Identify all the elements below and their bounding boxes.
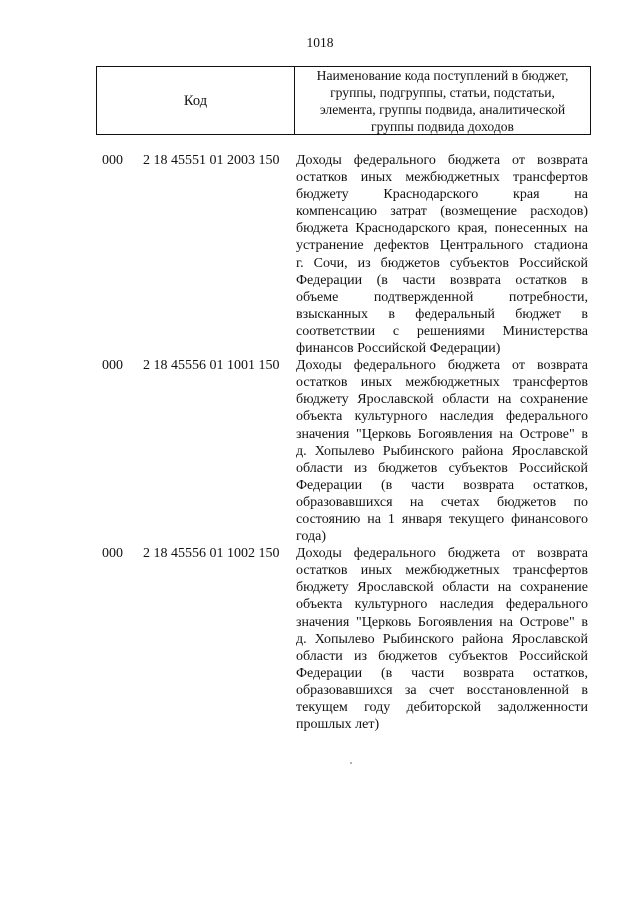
income-code: 2 18 45556 01 1002 150 <box>143 546 280 562</box>
description-line: остатков иных межбюджетных трансфертов <box>296 563 588 579</box>
description-line: д. Хопылево Рыбинского района Ярославской <box>296 443 588 459</box>
description-line: финансов Российской Федерации) <box>296 341 501 357</box>
header-name-line: группы, подгруппы, статьи, подстатьи, <box>330 84 555 100</box>
description-line: Федерации (в части возврата остатков, <box>296 665 588 681</box>
page-number: 1018 <box>306 35 334 50</box>
income-description <box>296 545 588 733</box>
header-name-line: элемента, группы подвида, аналитической <box>319 101 566 117</box>
description-line: текущем году дебиторской задолженности <box>296 700 588 715</box>
description-line: соответствии с решениями Министерства <box>296 323 588 339</box>
income-description <box>296 152 588 357</box>
description-line: объеме подтвержденной потребности, <box>296 289 588 305</box>
scan-speck <box>350 762 352 764</box>
description-line: взысканных в федеральный бюджет в <box>296 306 588 322</box>
description-line: Федерации (в части возврата остатков, <box>296 477 588 493</box>
description-line: компенсацию затрат (возмещение расходов) <box>296 204 588 220</box>
description-line: д. Хопылево Рыбинского района Ярославской <box>296 631 588 647</box>
admin-code: 000 <box>102 358 123 374</box>
description-line: Доходы федерального бюджета от возврата <box>296 546 588 562</box>
description-line: бюджета Краснодарского края, понесенных на <box>296 221 588 237</box>
header-name-cell <box>295 67 590 134</box>
description-line: года) <box>296 529 326 545</box>
header-name-line: группы подвида доходов <box>371 118 514 134</box>
description-line: состоянию на 1 января текущего финансового <box>296 511 588 527</box>
description-line: образовавшихся на счетах бюджетов по <box>296 494 588 510</box>
header-code-cell: Код <box>97 67 295 134</box>
description-line: образовавшихся за счет восстановленной в <box>296 682 588 698</box>
description-line: г. Сочи, из бюджетов субъектов Российской <box>296 255 588 271</box>
description-line: Доходы федерального бюджета от возврата <box>296 153 588 168</box>
description-line: остатков иных межбюджетных трансфертов <box>296 170 588 186</box>
admin-code: 000 <box>102 546 123 562</box>
description-line: значения "Церковь Богоявления на Острове" в <box>296 614 588 630</box>
description-line: бюджету Ярославской области на сохранение <box>296 392 588 408</box>
description-line: Доходы федерального бюджета от возврата <box>296 358 588 374</box>
table-row <box>0 152 640 357</box>
description-line: объекта культурного наследия федерального <box>296 597 588 613</box>
header-name-line: Наименование кода поступлений в бюджет, <box>316 67 569 83</box>
description-line: объекта культурного наследия федерального <box>296 409 588 425</box>
income-description <box>296 357 588 545</box>
description-line: устранение дефектов Центрального стадиона <box>296 238 588 254</box>
table-row <box>0 545 640 733</box>
income-code: 2 18 45556 01 1001 150 <box>143 358 280 374</box>
admin-code: 000 <box>102 153 123 168</box>
description-line: области из бюджетов субъектов Российской <box>296 648 588 664</box>
table-row <box>0 357 640 545</box>
description-line: бюджету Краснодарского края на <box>296 187 588 203</box>
description-line: прошлых лет) <box>296 717 380 733</box>
description-line: области из бюджетов субъектов Российской <box>296 460 588 476</box>
table-header <box>96 66 591 135</box>
table-body <box>0 152 640 733</box>
description-line: остатков иных межбюджетных трансфертов <box>296 375 588 391</box>
description-line: значения "Церковь Богоявления на Острове" в <box>296 426 588 442</box>
description-line: бюджету Ярославской области на сохранение <box>296 580 588 596</box>
description-line: Федерации (в части возврата остатков в <box>296 272 588 288</box>
income-code: 2 18 45551 01 2003 150 <box>143 153 280 168</box>
